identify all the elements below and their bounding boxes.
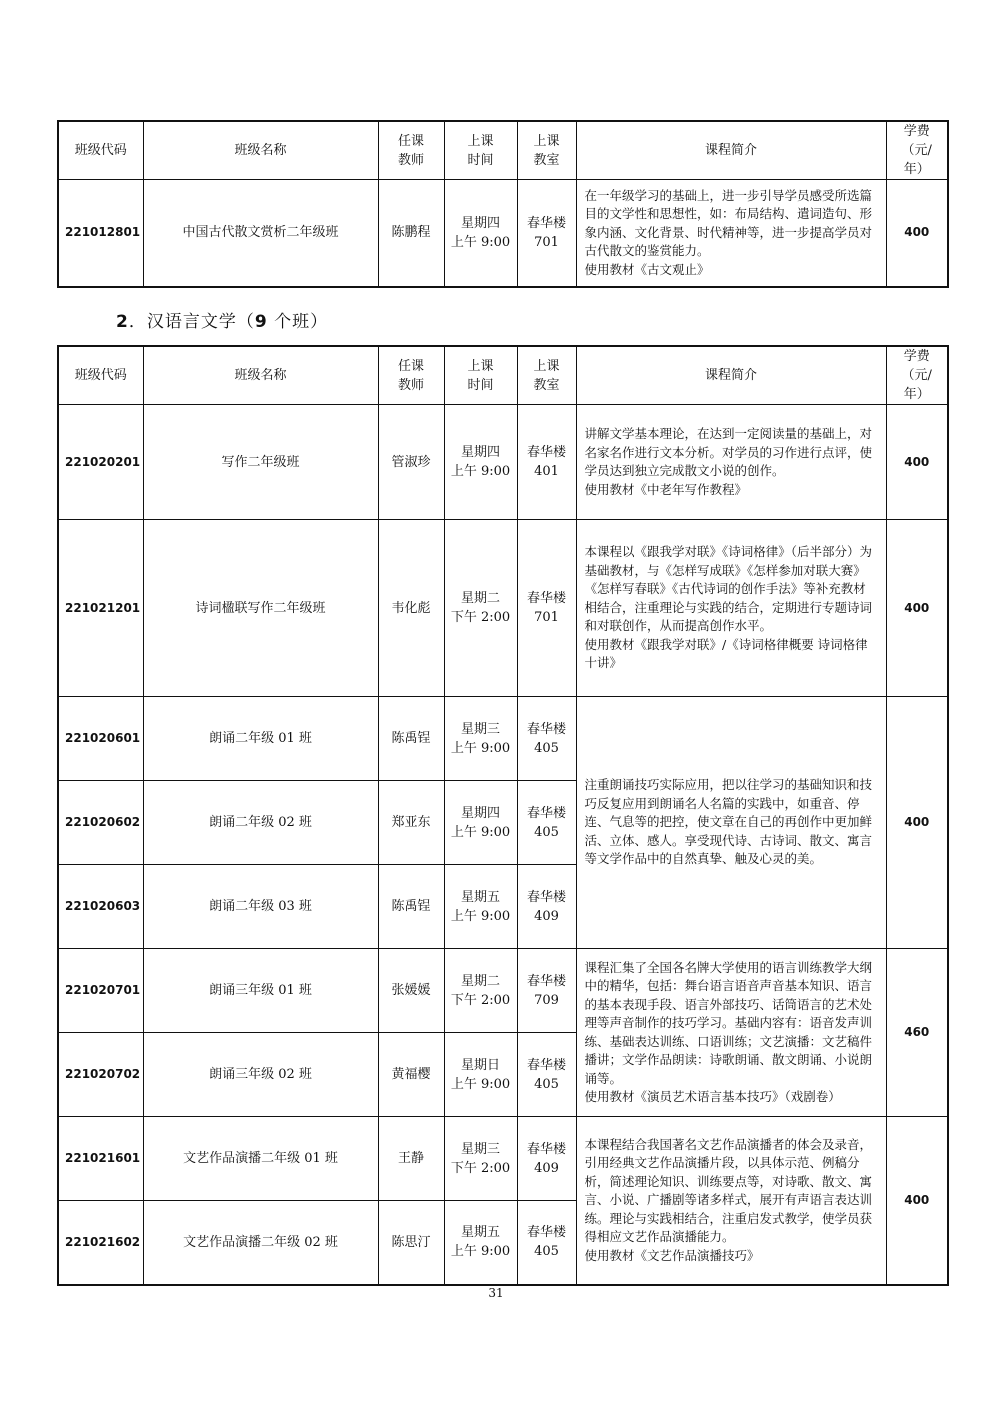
- class-name: 文艺作品演播二年级 02 班: [143, 1201, 378, 1285]
- class-time: 星期三 下午 2:00: [444, 1117, 517, 1201]
- class-name: 朗诵三年级 01 班: [143, 949, 378, 1033]
- class-time: 星期四 上午 9:00: [444, 781, 517, 865]
- tuition-fee: 400: [886, 180, 948, 287]
- class-code: 221020702: [58, 1033, 143, 1117]
- classroom: 春华楼 405: [517, 1201, 576, 1285]
- class-name: 朗诵三年级 02 班: [143, 1033, 378, 1117]
- header-time: 上课 时间: [444, 346, 517, 405]
- course-description: 讲解文学基本理论，在达到一定阅读量的基础上，对名家名作进行文本分析。对学员的习作进行点评，使学员达到独立完成散文小说的创作。 使用教材《中老年写作教程》: [576, 405, 886, 520]
- classroom: 春华楼 409: [517, 1117, 576, 1201]
- class-code: 221021201: [58, 520, 143, 697]
- class-code: 221021602: [58, 1201, 143, 1285]
- teacher: 陈禹锃: [378, 697, 444, 781]
- course-description: 在一年级学习的基础上，进一步引导学员感受所选篇目的文学性和思想性，如：布局结构、遣词造句、形象内涵、文化背景、时代精神等，进一步提高学员对古代散文的鉴赏能力。 使用教材《古文观止》: [576, 180, 886, 287]
- classroom: 春华楼 701: [517, 180, 576, 287]
- header-name: 班级名称: [143, 121, 378, 180]
- class-name: 朗诵二年级 03 班: [143, 865, 378, 949]
- class-code: 221012801: [58, 180, 143, 287]
- tuition-fee: 400: [886, 520, 948, 697]
- table-header-row: [58, 121, 948, 180]
- course-description: 注重朗诵技巧实际应用，把以往学习的基础知识和技巧反复应用到朗诵名人名篇的实践中，如重音、停连、气息等的把控，使文章在自己的再创作中更加鲜活、立体、感人。享受现代诗、古诗词、散文、寓言等文学作品中的自然真挚、触及心灵的美。: [576, 697, 886, 949]
- teacher: 张媛媛: [378, 949, 444, 1033]
- header-desc: 课程简介: [576, 346, 886, 405]
- class-code: 221020701: [58, 949, 143, 1033]
- section-title-post: 个班）: [267, 312, 329, 332]
- class-name: 中国古代散文赏析二年级班: [143, 180, 378, 287]
- page-number: 31: [488, 1286, 504, 1300]
- section-heading: [116, 309, 328, 335]
- classroom: 春华楼 401: [517, 405, 576, 520]
- class-time: 星期五 上午 9:00: [444, 1201, 517, 1285]
- header-teacher: 任课 教师: [378, 121, 444, 180]
- classroom: 春华楼 405: [517, 781, 576, 865]
- class-code: 221020201: [58, 405, 143, 520]
- teacher: 管淑珍: [378, 405, 444, 520]
- header-code: 班级代码: [58, 346, 143, 405]
- table-row: [58, 520, 948, 697]
- class-name: 朗诵二年级 02 班: [143, 781, 378, 865]
- teacher: 韦化彪: [378, 520, 444, 697]
- class-name: 朗诵二年级 01 班: [143, 697, 378, 781]
- tuition-fee: 400: [886, 1117, 948, 1285]
- teacher: 王静: [378, 1117, 444, 1201]
- class-time: 星期四 上午 9:00: [444, 180, 517, 287]
- tuition-fee: 400: [886, 697, 948, 949]
- course-table-1: [57, 120, 949, 288]
- header-teacher: 任课 教师: [378, 346, 444, 405]
- table-row: [58, 697, 948, 781]
- class-time: 星期五 上午 9:00: [444, 865, 517, 949]
- classroom: 春华楼 709: [517, 949, 576, 1033]
- class-code: 221020603: [58, 865, 143, 949]
- class-time: 星期三 上午 9:00: [444, 697, 517, 781]
- header-desc: 课程简介: [576, 121, 886, 180]
- class-code: 221020601: [58, 697, 143, 781]
- classroom: 春华楼 405: [517, 1033, 576, 1117]
- class-name: 文艺作品演播二年级 01 班: [143, 1117, 378, 1201]
- header-room: 上课 教室: [517, 121, 576, 180]
- header-name: 班级名称: [143, 346, 378, 405]
- classroom: 春华楼 701: [517, 520, 576, 697]
- section-count: 9: [254, 312, 268, 332]
- teacher: 陈禹锃: [378, 865, 444, 949]
- table-row: [58, 1117, 948, 1201]
- header-fee: 学费 （元/年）: [886, 121, 948, 180]
- header-time: 上课 时间: [444, 121, 517, 180]
- table-header-row: [58, 346, 948, 405]
- header-fee: 学费 （元/年）: [886, 346, 948, 405]
- teacher: 郑亚东: [378, 781, 444, 865]
- class-name: 诗词楹联写作二年级班: [143, 520, 378, 697]
- course-description: 本课程结合我国著名文艺作品演播者的体会及录音，引用经典文艺作品演播片段，以具体示范、例稿分析，简述理论知识、训练要点等，对诗歌、散文、寓言、小说、广播剧等诸多样式，展开有声语言表达训练。理论与实践相结合，注重启发式教学，使学员获得相应文艺作品演播能力。 使用教材《文艺作品演播技巧》: [576, 1117, 886, 1285]
- teacher: 黄福樱: [378, 1033, 444, 1117]
- table-row: [58, 405, 948, 520]
- course-description: 本课程以《跟我学对联》《诗词格律》（后半部分）为基础教材，与《怎样写成联》《怎样参加对联大赛》《怎样写春联》《古代诗词的创作手法》等补充教材相结合，注重理论与实践的结合，定期进行专题诗词和对联创作，从而提高创作水平。 使用教材《跟我学对联》/《诗词格律概要 诗词格律十讲》: [576, 520, 886, 697]
- tuition-fee: 460: [886, 949, 948, 1117]
- classroom: 春华楼 405: [517, 697, 576, 781]
- table-row: [58, 949, 948, 1033]
- section-number: 2: [116, 312, 129, 332]
- header-room: 上课 教室: [517, 346, 576, 405]
- course-description: 课程汇集了全国各名牌大学使用的语言训练教学大纲中的精华，包括：舞台语言语音声音基本知识、语言的基本表现手段、语言外部技巧、话筒语言的艺术处理等声音制作的技巧学习。基础内容有：语音发声训练、基础表达训练、口语训练；文艺演播：文艺稿件播讲；文学作品朗读：诗歌朗诵、散文朗诵、小说朗诵等。 使用教材《演员艺术语言基本技巧》（戏剧卷）: [576, 949, 886, 1117]
- class-code: 221021601: [58, 1117, 143, 1201]
- class-code: 221020602: [58, 781, 143, 865]
- class-name: 写作二年级班: [143, 405, 378, 520]
- class-time: 星期二 下午 2:00: [444, 949, 517, 1033]
- table-row: [58, 180, 948, 287]
- class-time: 星期二 下午 2:00: [444, 520, 517, 697]
- section-title-pre: ．汉语言文学（: [128, 312, 255, 332]
- tuition-fee: 400: [886, 405, 948, 520]
- classroom: 春华楼 409: [517, 865, 576, 949]
- teacher: 陈思汀: [378, 1201, 444, 1285]
- teacher: 陈鹏程: [378, 180, 444, 287]
- header-code: 班级代码: [58, 121, 143, 180]
- class-time: 星期日 上午 9:00: [444, 1033, 517, 1117]
- class-time: 星期四 上午 9:00: [444, 405, 517, 520]
- course-table-2: [57, 345, 949, 1286]
